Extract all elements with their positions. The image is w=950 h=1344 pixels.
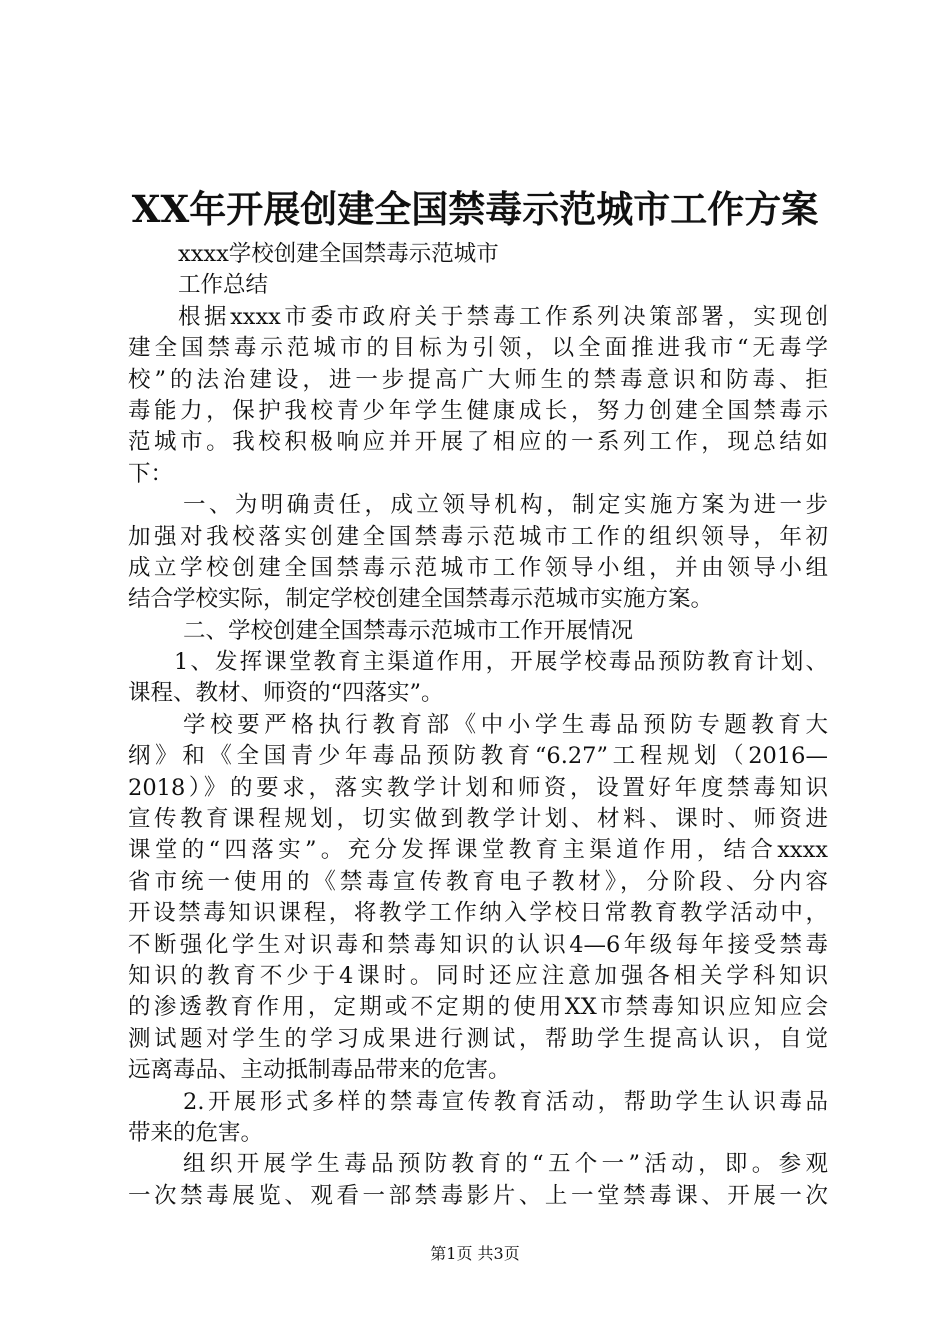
body-line: 毒能力，保护我校青少年学生健康成长，努力创建全国禁毒示 (128, 397, 828, 424)
page-number-footer: 第1页 共3页 (430, 1244, 520, 1263)
body-line: 宣传教育课程规划，切实做到教学计划、材料、课时、师资进 (128, 806, 828, 833)
body-line: 结合学校实际，制定学校创建全国禁毒示范城市实施方案。 (128, 586, 714, 613)
body-line: 二、学校创建全国禁毒示范城市工作开展情况 (183, 617, 634, 644)
document-title: XX年开展创建全国禁毒示范城市工作方案 (131, 187, 819, 231)
body-line: 的渗透教育作用，定期或不定期的使用XX市禁毒知识应知应会 (128, 994, 828, 1021)
body-line: 知识的教育不少于4课时。同时还应注意加强各相关学科知识 (128, 962, 828, 989)
body-line: 校”的法治建设，进一步提高广大师生的禁毒意识和防毒、拒 (128, 366, 828, 393)
body-line: 组织开展学生毒品预防教育的“五个一”活动，即。参观 (183, 1151, 828, 1178)
body-line: 省市统一使用的《禁毒宣传教育电子教材》，分阶段、分内容 (128, 868, 828, 895)
body-line: 根据xxxx市委市政府关于禁毒工作系列决策部署，实现创 (178, 303, 828, 330)
body-line: 1、发挥课堂教育主渠道作用，开展学校毒品预防教育计划、 (174, 649, 828, 676)
body-line: 建全国禁毒示范城市的目标为引领，以全面推进我市“无毒学 (128, 335, 828, 362)
body-line: 一、为明确责任，成立领导机构，制定实施方案为进一步 (183, 492, 828, 519)
body-line: 不断强化学生对识毒和禁毒知识的认识4—6年级每年接受禁毒 (128, 931, 828, 958)
body-line: 测试题对学生的学习成果进行测试，帮助学生提高认识，自觉 (128, 1025, 828, 1052)
body-line: 课程、教材、师资的“四落实”。 (128, 680, 444, 707)
body-line: 2018）》的要求，落实教学计划和师资，设置好年度禁毒知识 (128, 774, 828, 801)
body-line: 开设禁毒知识课程，将教学工作纳入学校日常教育教学活动中， (128, 900, 828, 927)
body-line: 2.开展形式多样的禁毒宣传教育活动，帮助学生认识毒品 (183, 1088, 828, 1115)
body-line: 工作总结 (178, 272, 269, 299)
body-line: xxxx学校创建全国禁毒示范城市 (178, 241, 499, 267)
body-line: 一次禁毒展览、观看一部禁毒影片、上一堂禁毒课、开展一次 (128, 1182, 828, 1209)
body-line: 课堂的“四落实”。充分发挥课堂教育主渠道作用，结合xxxx (128, 837, 828, 864)
body-line: 成立学校创建全国禁毒示范城市工作领导小组，并由领导小组 (128, 554, 828, 581)
body-line: 下： (128, 460, 174, 487)
body-line: 远离毒品、主动抵制毒品带来的危害。 (128, 1057, 511, 1084)
document-body (128, 239, 828, 1212)
body-line: 范城市。我校积极响应并开展了相应的一系列工作，现总结如 (128, 429, 828, 456)
body-line: 加强对我校落实创建全国禁毒示范城市工作的组织领导，年初 (128, 523, 828, 550)
body-line: 纲》和《全国青少年毒品预防教育“6.27”工程规划（2016— (128, 743, 828, 770)
body-line: 带来的危害。 (128, 1119, 264, 1146)
body-line: 学校要严格执行教育部《中小学生毒品预防专题教育大 (183, 711, 828, 738)
